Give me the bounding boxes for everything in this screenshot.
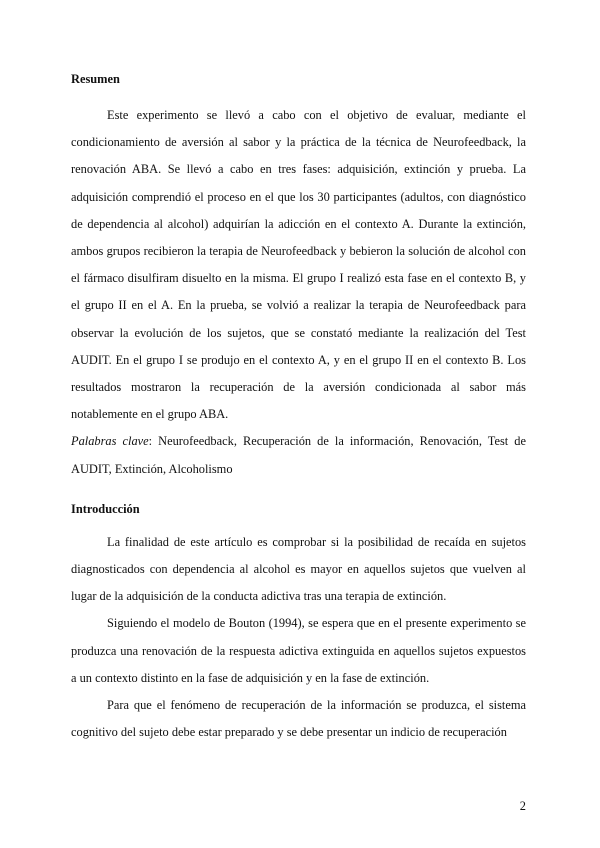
intro-paragraph-2: Siguiendo el modelo de Bouton (1994), se espera que en el presente experimento se produzca una renovación de la respuesta adictiva extinguida en aquellos sujetos expuestos a un contexto distinto en la fase de adquisición y en la fase de extinción. [71, 616, 526, 685]
intro-paragraph-3: Para que el fenómeno de recuperación de la información se produzca, el sistema cognitivo del sujeto debe estar preparado y se debe presentar un indicio de recuperación [71, 698, 526, 740]
keywords-text: : Neurofeedback, Recuperación de la información, Renovación, Test de AUDIT, Extinción, Alcoholismo [71, 434, 526, 476]
intro-paragraph-1: La finalidad de este artículo es comprobar si la posibilidad de recaída en sujetos diagnosticados con dependencia al alcohol es mayor en aquellos sujetos que vuelven al lugar de la adquisición de la conducta adictiva tras una terapia de extinción. [71, 534, 526, 604]
page-content [71, 71, 526, 746]
abstract-paragraph: Este experimento se llevó a cabo con el objetivo de evaluar, mediante el condicionamiento de aversión al sabor y la práctica de la técnica de Neurofeedback, la renovación ABA. Se llevó a cabo en tres fases: adquisición, extinción y prueba. La adquisición comprendió el proceso en el que los 30 participantes (adultos, con diagnóstico de dependencia al alcohol) adquirían la adicción en el contexto A. Durante la extinción, ambos grupos recibieron la terapia de Neurofeedback y bebieron la solución de alcohol con el fármaco disulfiram disuelto en la misma. El grupo I realizó esta fase en el contexto B, y el grupo II en el A. En la prueba, se volvió a realizar la terapia de Neurofeedback para observar la evolución de los sujetos, que se constató mediante la realización del Test AUDIT. En el grupo I se produjo en el contexto A, y en el grupo II en el contexto B. Los resultados mostraron la recuperación de la aversión condicionada al sabor más notablemente en el grupo ABA. [71, 108, 526, 422]
introduccion-heading: Introducción [71, 501, 140, 516]
keywords-label: Palabras clave [71, 434, 149, 449]
resumen-heading: Resumen [71, 72, 120, 86]
page-number: 2 [519, 799, 526, 813]
keywords-line [71, 428, 526, 482]
